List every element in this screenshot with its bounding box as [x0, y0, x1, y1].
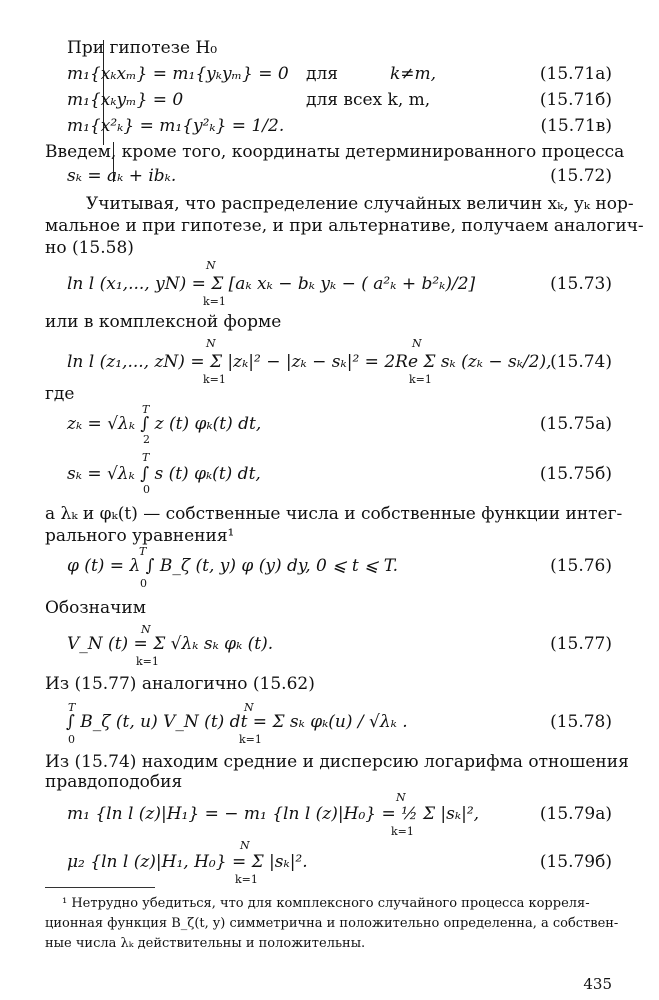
- equation-number: (15.79а): [539, 804, 612, 824]
- footnote-line: ционная функция B_ζ(t, y) симметрична и положительно определенна, а собствен-: [45, 916, 619, 931]
- paragraph-line: правдоподобия: [45, 772, 183, 792]
- sum-lower-limit: k=1: [409, 373, 432, 386]
- integral-lower-limit: 0: [140, 577, 147, 590]
- sum-lower-limit: k=1: [136, 655, 159, 668]
- sum-upper-limit: N: [412, 337, 422, 350]
- sum-upper-limit: N: [240, 839, 250, 852]
- equation-number: (15.76): [550, 556, 612, 576]
- paragraph-line: Учитывая, что распределение случайных величин xₖ, yₖ нор-: [86, 194, 634, 214]
- sum-upper-limit: N: [206, 259, 216, 272]
- paragraph-line: Введем, кроме того, координаты детерминированного процесса: [45, 142, 625, 162]
- integral-lower-limit: 2: [143, 433, 150, 446]
- paragraph-line: где: [45, 384, 75, 404]
- equation-text: для: [306, 64, 338, 84]
- equation-15-71a: m₁{xₖxₘ} = m₁{yₖyₘ} = 0: [67, 64, 289, 84]
- footnote-line: ные числа λₖ действительны и положительны.: [45, 936, 366, 951]
- equation-15-71c: m₁{x²ₖ} = m₁{y²ₖ} = 1/2.: [67, 116, 285, 136]
- equation-number: (15.79б): [539, 852, 612, 872]
- equation-15-71b: m₁{xₖyₘ} = 0: [67, 90, 184, 110]
- equation-15-79b: μ₂ {ln l (z)|H₁, H₀} = Σ |sₖ|².: [67, 852, 308, 872]
- equation-number: (15.73): [550, 274, 612, 294]
- equation-15-72: sₖ = aₖ + ibₖ.: [67, 166, 177, 186]
- equation-number: (15.75б): [539, 464, 612, 484]
- equation-15-75b: sₖ = √λₖ ∫ s (t) φₖ(t) dt,: [67, 464, 261, 484]
- sum-upper-limit: N: [396, 791, 406, 804]
- paragraph-line: или в комплексной форме: [45, 312, 282, 332]
- equation-15-77: V_N (t) = Σ √λₖ sₖ φₖ (t).: [67, 634, 274, 654]
- sum-upper-limit: N: [244, 701, 254, 714]
- text-line: При гипотезе H₀: [67, 38, 218, 58]
- equation-number: (15.74): [550, 352, 612, 372]
- equation-15-79a: m₁ {ln l (z)|H₁} = − m₁ {ln l (z)|H₀} = ½ Σ |sₖ|²,: [67, 804, 480, 824]
- equation-text: для всех k, m,: [306, 90, 431, 110]
- page-number: 435: [583, 975, 612, 993]
- equation-number: (15.71б): [539, 90, 612, 110]
- sum-lower-limit: k=1: [239, 733, 262, 746]
- sum-lower-limit: k=1: [391, 825, 414, 838]
- equation-number: (15.71в): [540, 116, 612, 136]
- equation-number: (15.78): [550, 712, 612, 732]
- sum-upper-limit: N: [141, 623, 151, 636]
- equation-number: (15.77): [550, 634, 612, 654]
- integral-upper-limit: T: [68, 701, 76, 714]
- integral-lower-limit: 0: [68, 733, 75, 746]
- equation-text: k≠m,: [390, 64, 437, 84]
- paragraph-line: Из (15.74) находим средние и дисперсию логарифма отношения: [45, 752, 629, 772]
- equation-15-75a: zₖ = √λₖ ∫ z (t) φₖ(t) dt,: [67, 414, 262, 434]
- integral-upper-limit: T: [142, 451, 150, 464]
- equation-number: (15.72): [550, 166, 612, 186]
- footnote-line: ¹ Нетрудно убедиться, что для комплексного случайного процесса корреля-: [62, 896, 590, 911]
- integral-lower-limit: 0: [143, 483, 150, 496]
- paragraph-line: но (15.58): [45, 238, 134, 258]
- sum-lower-limit: k=1: [235, 873, 258, 886]
- sum-lower-limit: k=1: [203, 373, 226, 386]
- paragraph-line: а λₖ и φₖ(t) — собственные числа и собственные функции интег-: [45, 504, 623, 524]
- equation-15-76: φ (t) = λ ∫ B_ζ (t, y) φ (y) dy, 0 ⩽ t ⩽ T.: [67, 556, 399, 576]
- footnote-divider: [45, 887, 155, 888]
- equation-15-73: ln l (x₁,..., yN) = Σ [aₖ xₖ − bₖ yₖ − ( a²ₖ + b²ₖ)/2]: [67, 274, 476, 294]
- equation-15-78: ∫ B_ζ (t, u) V_N (t) dt = Σ sₖ φₖ(u) / √λₖ .: [66, 712, 408, 732]
- equation-number: (15.71а): [539, 64, 612, 84]
- sum-upper-limit: N: [206, 337, 216, 350]
- integral-upper-limit: T: [139, 545, 147, 558]
- paragraph-line: Из (15.77) аналогично (15.62): [45, 674, 315, 694]
- paragraph-line: рального уравнения¹: [45, 526, 235, 546]
- equation-15-74: ln l (z₁,..., zN) = Σ |zₖ|² − |zₖ − sₖ|² = 2Re Σ sₖ (zₖ − sₖ/2),: [67, 352, 552, 372]
- equation-number: (15.75а): [539, 414, 612, 434]
- paragraph-line: мальное и при гипотезе, и при альтернативе, получаем аналогич-: [45, 216, 644, 236]
- paragraph-line: Обозначим: [45, 598, 146, 618]
- integral-upper-limit: T: [142, 403, 150, 416]
- sum-lower-limit: k=1: [203, 295, 226, 308]
